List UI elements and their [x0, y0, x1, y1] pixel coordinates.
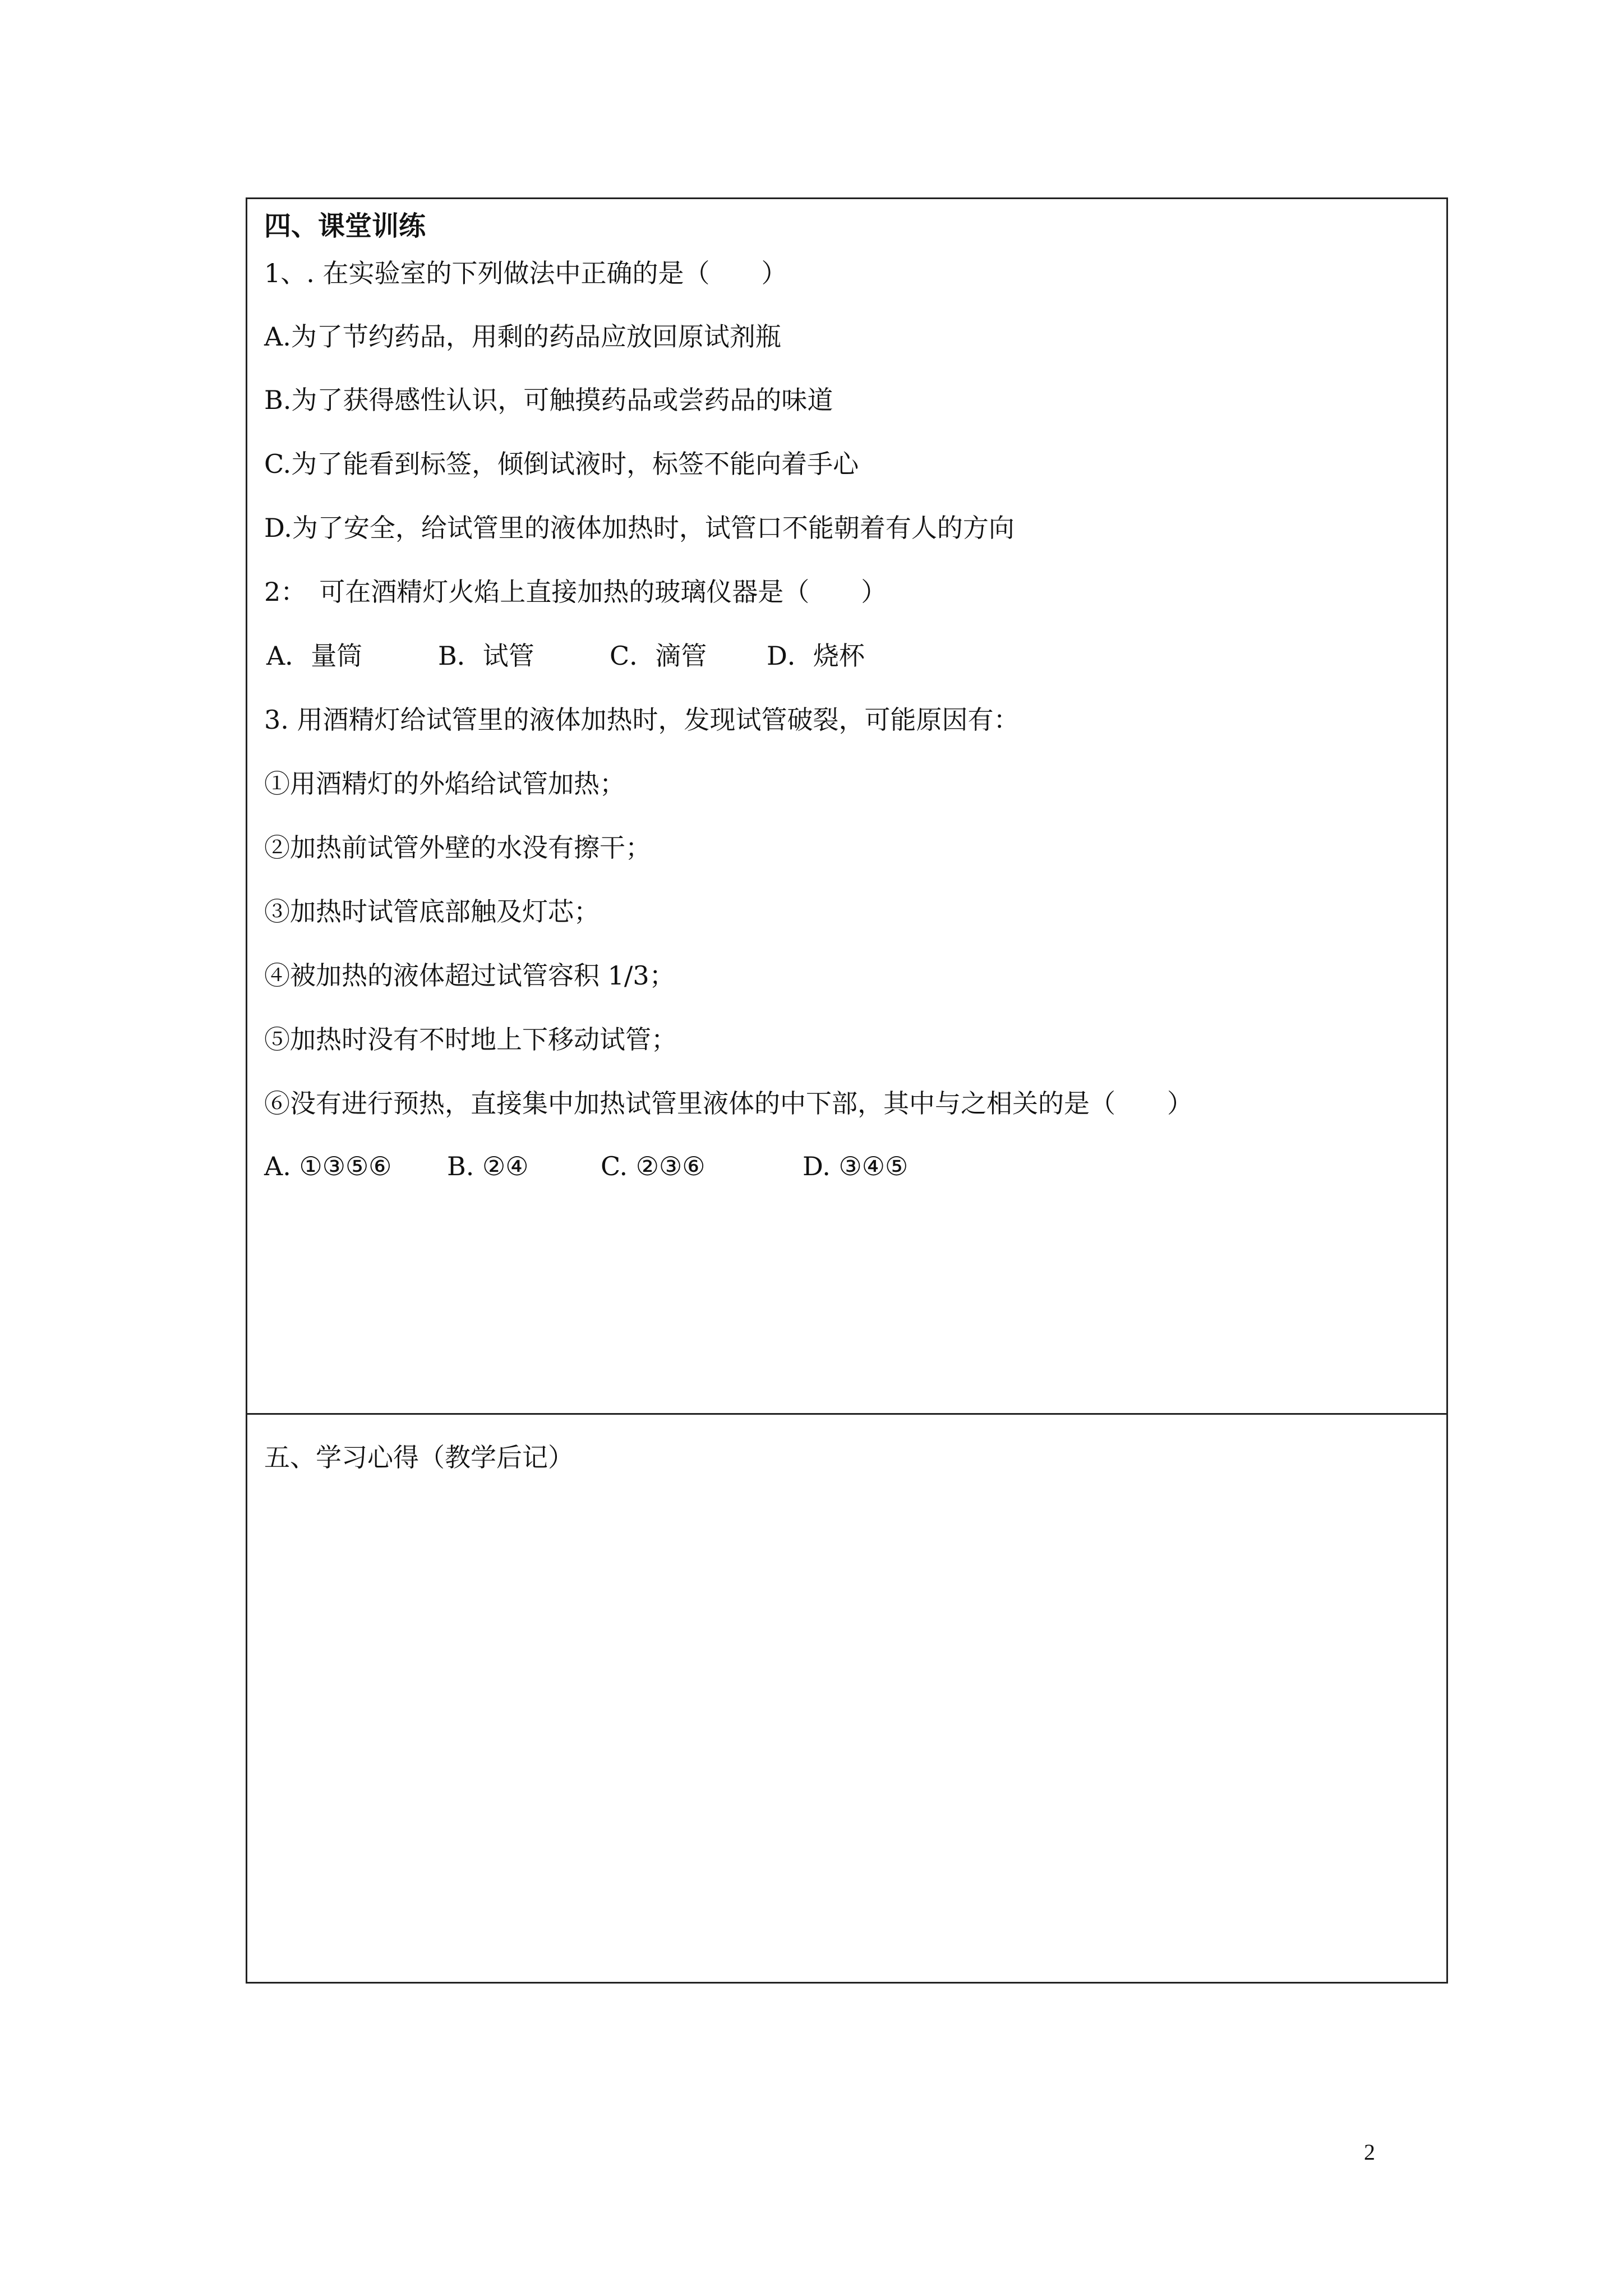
question-1-option-a: A.为了节约药品，用剩的药品应放回原试剂瓶	[264, 321, 781, 352]
question-2-option-b: B．试管	[438, 641, 534, 671]
question-3-option-d: D. ③④⑤	[803, 1151, 909, 1181]
question-2-option-d: D．烧杯	[767, 641, 865, 671]
question-1-option-c: C.为了能看到标签，倾倒试液时，标签不能向着手心	[264, 449, 859, 479]
question-2-stem: 2： 可在酒精灯火焰上直接加热的玻璃仪器是（ ）	[264, 577, 887, 607]
page-number: 2	[1364, 2139, 1375, 2165]
reflection-heading: 五、学习心得（教学后记）	[264, 1442, 574, 1473]
question-2-option-a: A．量筒	[266, 641, 363, 671]
question-3-option-a: A. ①③⑤⑥	[264, 1151, 392, 1181]
question-3-item-5: ⑤加热时没有不时地上下移动试管；	[264, 1024, 677, 1055]
learning-reflection-box	[246, 1413, 1448, 1984]
section-heading: 四、课堂训练	[264, 210, 426, 242]
question-3-item-1: ①用酒精灯的外焰给试管加热；	[264, 769, 625, 799]
question-3-option-c: C. ②③⑥	[601, 1151, 706, 1181]
question-1-stem: 1、. 在实验室的下列做法中正确的是（ ）	[264, 258, 787, 288]
question-3-stem: 3. 用酒精灯给试管里的液体加热时，发现试管破裂，可能原因有：	[264, 705, 1020, 735]
question-2-option-c: C．滴管	[610, 641, 707, 671]
question-3-option-b: B. ②④	[447, 1151, 529, 1181]
question-3-item-4: ④被加热的液体超过试管容积 1/3；	[264, 960, 675, 991]
question-3-item-2: ②加热前试管外壁的水没有擦干；	[264, 832, 651, 863]
question-3-item-6: ⑥没有进行预热，直接集中加热试管里液体的中下部，其中与之相关的是（ ）	[264, 1088, 1193, 1119]
classroom-training-box	[246, 197, 1448, 1415]
question-1-option-b: B.为了获得感性认识，可触摸药品或尝药品的味道	[264, 385, 833, 415]
question-3-item-3: ③加热时试管底部触及灯芯；	[264, 896, 600, 927]
question-1-option-d: D.为了安全，给试管里的液体加热时，试管口不能朝着有人的方向	[264, 513, 1015, 543]
